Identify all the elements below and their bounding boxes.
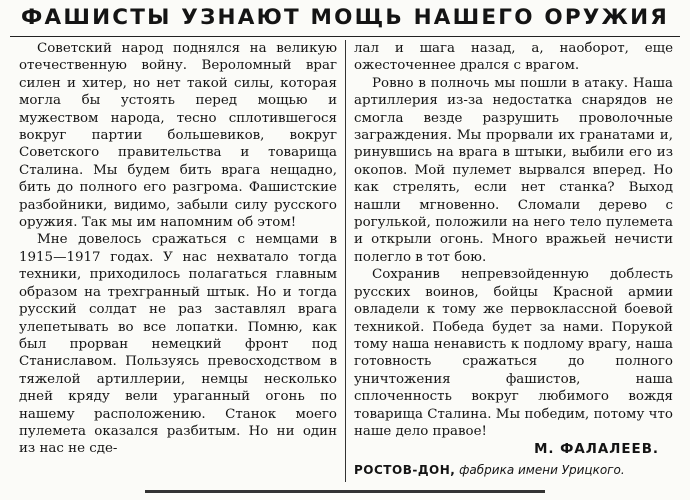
headline-rule	[10, 36, 680, 37]
bottom-rule	[145, 490, 545, 493]
right-column	[354, 40, 673, 478]
author-signature: М. ФАЛАЛЕЕВ.	[534, 442, 659, 458]
paragraph-1: Советский народ поднялся на великую отечественную войну. Вероломный враг силен и хитер, но нет такой силы, которая могла бы устоять перед мощью и мужеством народа, тесно сплотившегося вокруг партии большевиков, вокруг Советского правительства и товарища Сталина. Мы будем бить врага нещадно, бить до полного его разгрома. Фашистские разбойники, видимо, забыли силу русского оружия. Так мы им напомним об этом!	[19, 41, 337, 231]
paragraph-4: Сохранив непревзойденную доблесть русских воинов, бойцы Красной армии овладели к тому же первоклассной боевой техникой. Победа будет за нами. Порукой тому наша ненависть к подлому врагу, наша готовность сражаться до полного уничтожения фашистов, наша сплоченность вокруг любимого вождя товарища Сталина. Мы победим, потому что наше дело правое!	[354, 267, 673, 439]
paragraph-2-continuation: лал и шага назад, а, наоборот, еще ожесточеннее дрался с врагом.	[354, 41, 673, 74]
location-city: РОСТОВ-ДОН,	[354, 463, 456, 478]
left-column	[19, 40, 337, 458]
paragraph-2: Мне довелось сражаться с немцами в 1915—1917 годах. У нас нехватало тогда техники, приходилось полагаться главным образом на трехгранный штык. Но и тогда русский солдат не раз заставлял врага улепетывать во все лопатки. Помню, как был прорван немецкий фронт под Станиславом. Пользуясь превосходством в тяжелой артиллерии, немцы несколько дней кряду вели ураганный огонь по нашему расположению. Станок моего пулемета оказался разбитым. Но ни один из нас не сде-	[19, 232, 337, 457]
column-divider	[345, 40, 346, 482]
article-headline: ФАШИСТЫ УЗНАЮТ МОЩЬ НАШЕГО ОРУЖИЯ	[20, 5, 670, 30]
author-location	[354, 462, 673, 478]
location-place: фабрика имени Урицкого.	[459, 463, 625, 478]
paragraph-3: Ровно в полночь мы пошли в атаку. Наша артиллерия из-за недостатка снарядов не смогла везде разрушить проволочные заграждения. Мы прорвали их гранатами и, ринувшись на врага в штыки, выбили его из окопов. Мой пулемет вырвался вперед. Но как стрелять, если нет станка? Выход нашли мгновенно. Сломали дерево с рогулькой, положили на него тело пулемета и открыли огонь. Много вражьей нечисти полегло в тот бою.	[354, 75, 673, 265]
